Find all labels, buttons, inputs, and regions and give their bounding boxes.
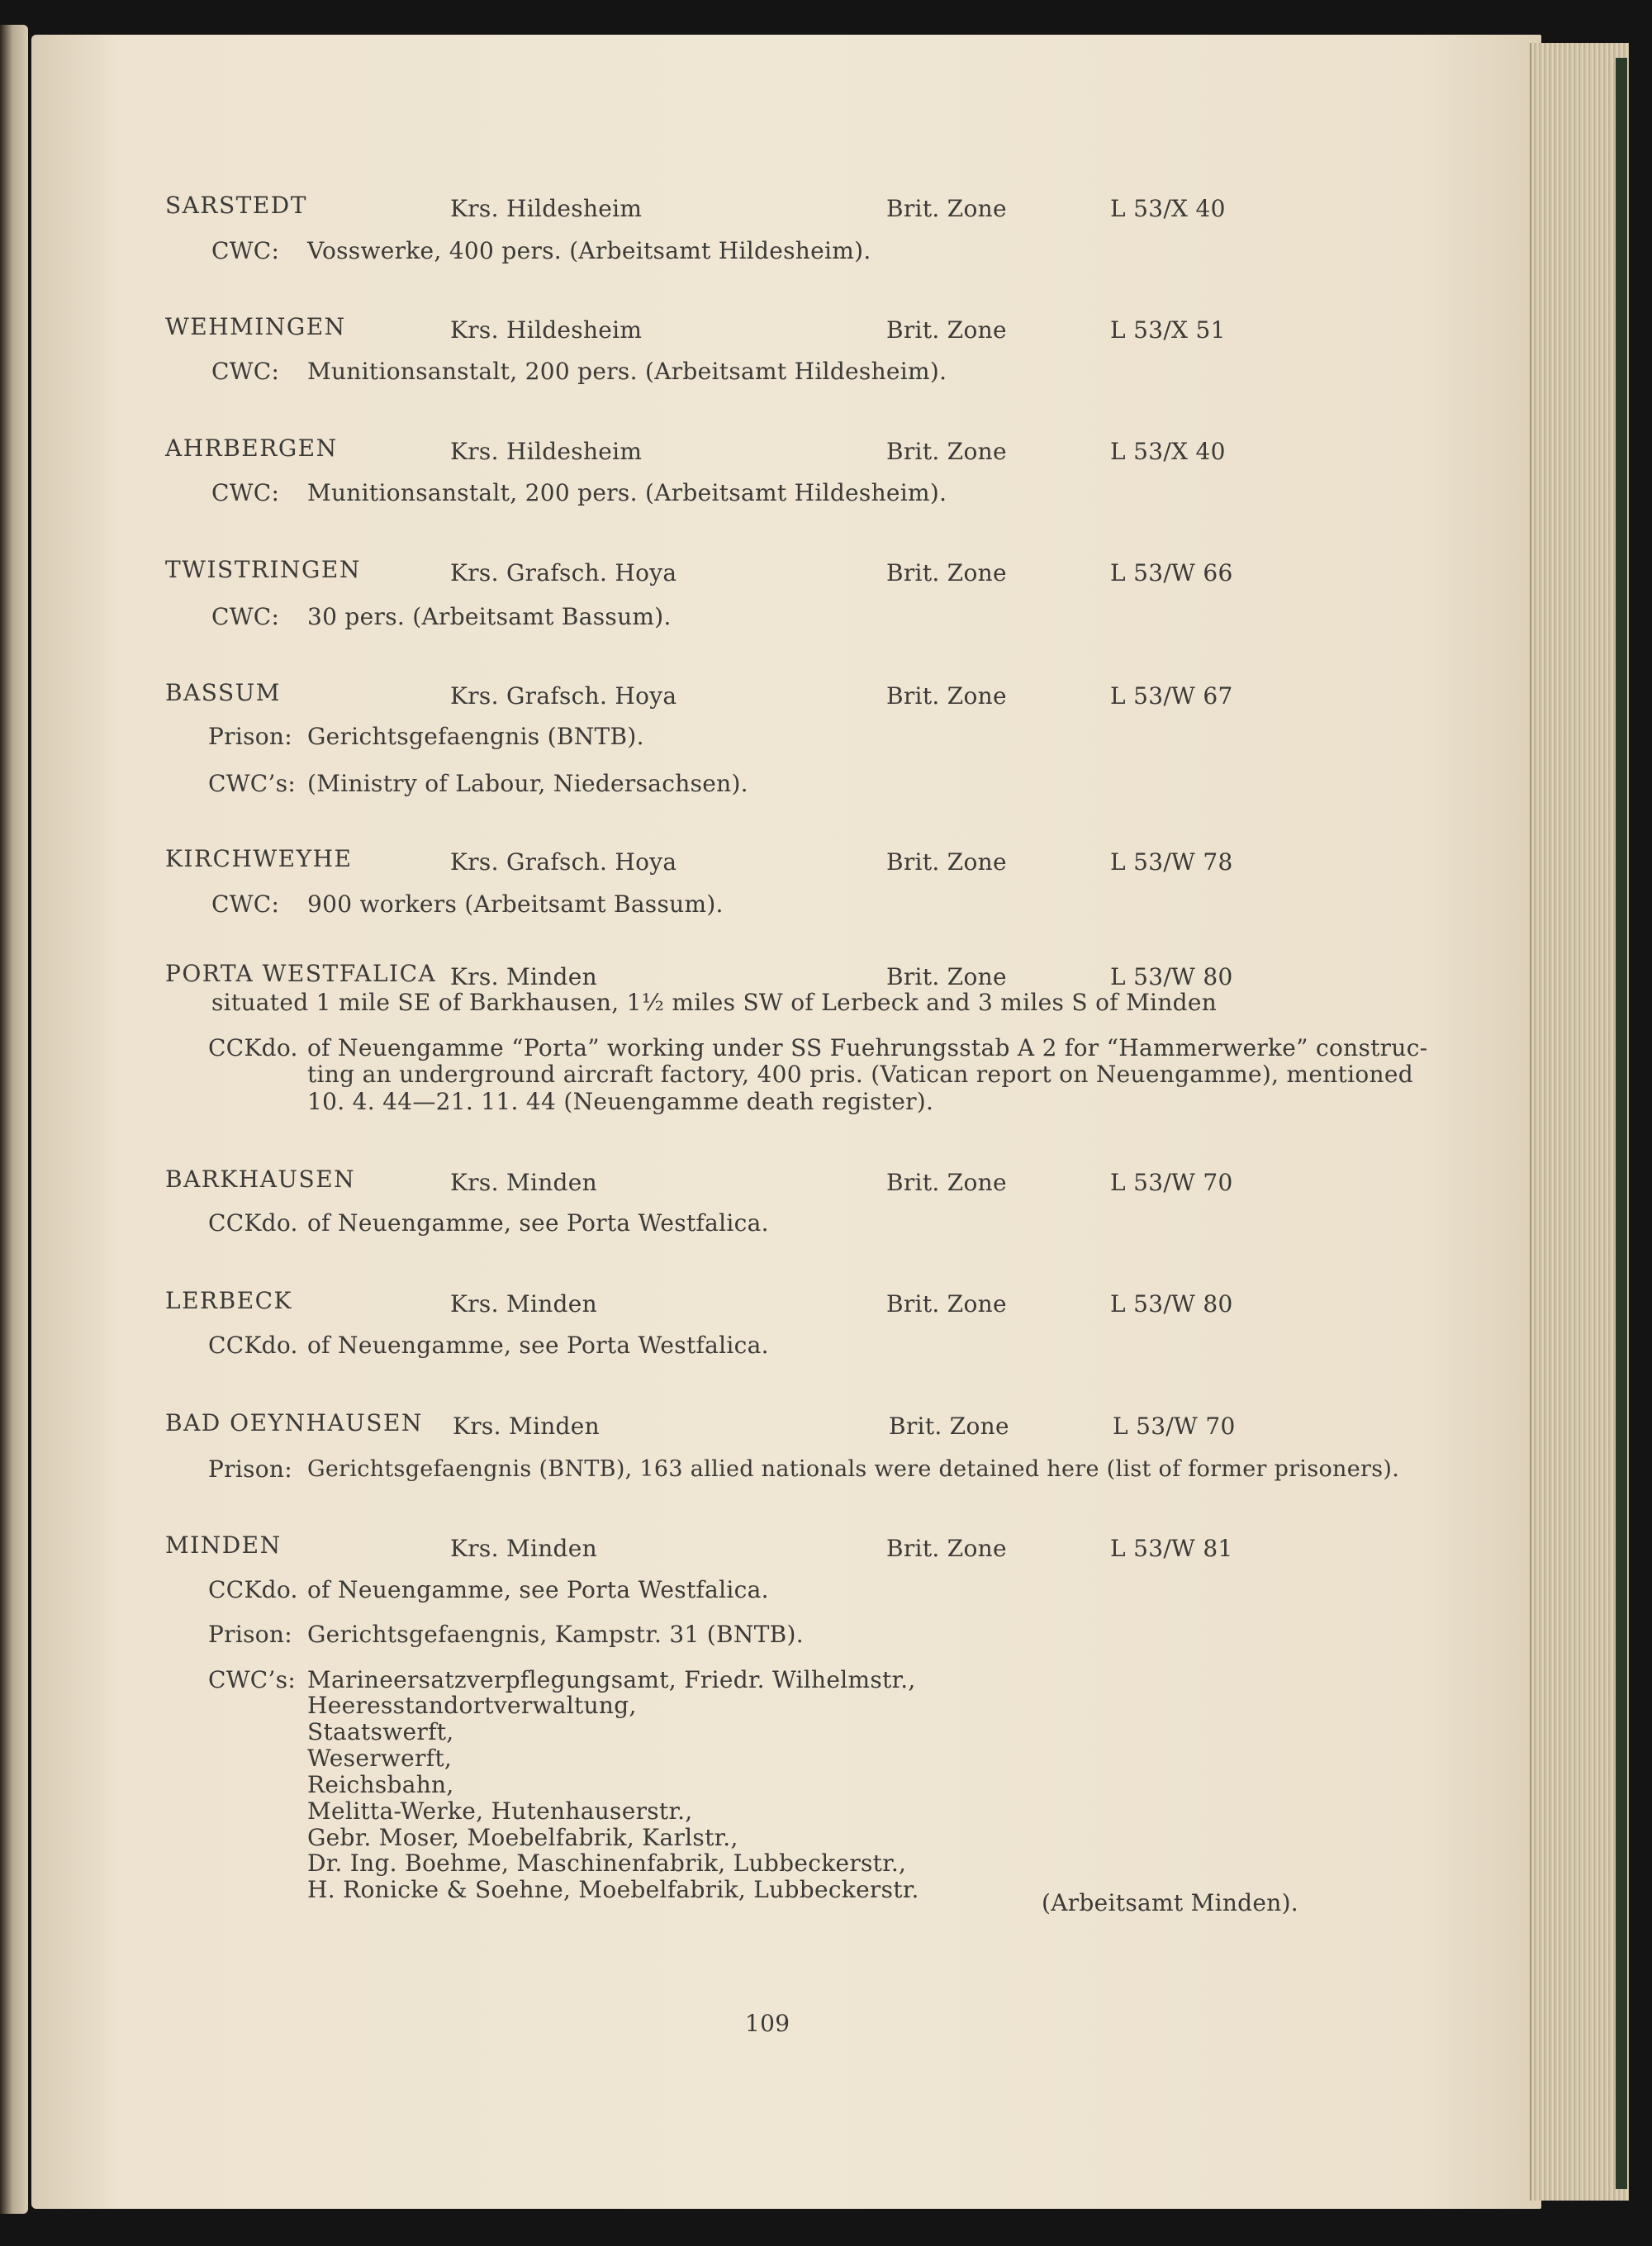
district: Krs. Minden	[453, 1413, 600, 1440]
grid-reference: L 53/W 78	[1110, 848, 1233, 876]
zone: Brit. Zone	[886, 1169, 1007, 1196]
zone: Brit. Zone	[886, 438, 1007, 465]
zone: Brit. Zone	[886, 316, 1007, 344]
district: Krs. Minden	[450, 1169, 597, 1196]
entry-text-continuation: Weserwerft,	[307, 1745, 453, 1772]
entry-text: (Ministry of Labour, Niedersachsen).	[307, 770, 748, 797]
grid-reference: L 53/W 66	[1110, 559, 1233, 586]
grid-reference: L 53/W 70	[1110, 1169, 1233, 1196]
place-name: BARKHAUSEN	[165, 1166, 356, 1193]
entry-label: Prison:	[208, 723, 292, 750]
place-name: WEHMINGEN	[165, 313, 346, 340]
entry-label: CCKdo.	[208, 1576, 298, 1603]
zone: Brit. Zone	[886, 1290, 1007, 1318]
entry-text-continuation: Reichsbahn,	[307, 1771, 454, 1798]
place-name: TWISTRINGEN	[165, 556, 361, 583]
place-name: BAD OEYNHAUSEN	[165, 1409, 423, 1436]
entry-label: Prison:	[208, 1621, 292, 1648]
zone: Brit. Zone	[886, 682, 1007, 710]
district: Krs. Hildesheim	[450, 438, 643, 465]
place-name: SARSTEDT	[165, 192, 307, 219]
entry-text-continuation: ting an underground aircraft factory, 400 pris. (Vatican report on Neuengamme), mentioned	[307, 1061, 1413, 1088]
entry-label: Prison:	[208, 1455, 292, 1483]
place-name: PORTA WESTFALICA	[165, 960, 437, 987]
entry-text-continuation: Gebr. Moser, Moebelfabrik, Karlstr.,	[307, 1824, 738, 1851]
grid-reference: L 53/W 67	[1110, 682, 1233, 710]
entry-label: CWC’s:	[208, 770, 297, 797]
zone: Brit. Zone	[886, 848, 1007, 876]
district: Krs. Grafsch. Hoya	[450, 559, 677, 586]
district: Krs. Hildesheim	[450, 195, 643, 222]
place-name: AHRBERGEN	[165, 434, 338, 462]
grid-reference: L 53/W 81	[1110, 1535, 1233, 1562]
entry-label: CWC:	[211, 358, 280, 385]
entry-text-continuation: 10. 4. 44—21. 11. 44 (Neuengamme death register).	[307, 1088, 934, 1115]
entry-label: CWC:	[211, 479, 280, 506]
entry-label: CWC:	[211, 237, 280, 264]
entry-text: 30 pers. (Arbeitsamt Bassum).	[307, 603, 672, 630]
grid-reference: L 53/X 51	[1110, 316, 1226, 344]
entry-text-continuation: Dr. Ing. Boehme, Maschinenfabrik, Lubbeckerstr.,	[307, 1850, 907, 1877]
entry-text: Vosswerke, 400 pers. (Arbeitsamt Hildesheim).	[307, 237, 871, 264]
zone: Brit. Zone	[889, 1413, 1009, 1440]
grid-reference: L 53/W 70	[1113, 1413, 1236, 1440]
zone: Brit. Zone	[886, 1535, 1007, 1562]
district: Krs. Minden	[450, 1290, 597, 1318]
entry-text: Munitionsanstalt, 200 pers. (Arbeitsamt Hildesheim).	[307, 479, 947, 506]
district: Krs. Minden	[450, 963, 597, 990]
entry-text: Gerichtsgefaengnis, Kampstr. 31 (BNTB).	[307, 1621, 804, 1648]
page-number: 109	[745, 2010, 790, 2037]
district: Krs. Grafsch. Hoya	[450, 682, 677, 710]
district: Krs. Grafsch. Hoya	[450, 848, 677, 876]
entry-label: CWC:	[211, 890, 280, 918]
entry-text-continuation: H. Ronicke & Soehne, Moebelfabrik, Lubbeckerstr.	[307, 1876, 919, 1903]
grid-reference: L 53/X 40	[1110, 438, 1226, 465]
entry-text: Munitionsanstalt, 200 pers. (Arbeitsamt Hildesheim).	[307, 358, 947, 385]
entry-label: CCKdo.	[208, 1332, 298, 1359]
entry-text: Gerichtsgefaengnis (BNTB).	[307, 723, 644, 750]
entry-label: CWC’s:	[208, 1666, 297, 1693]
grid-reference: L 53/W 80	[1110, 1290, 1233, 1318]
entry-text: Marineersatzverpflegungsamt, Friedr. Wilhelmstr.,	[307, 1666, 916, 1693]
zone: Brit. Zone	[886, 559, 1007, 586]
entry-text: of Neuengamme, see Porta Westfalica.	[307, 1576, 769, 1603]
entry-label: CWC:	[211, 603, 280, 630]
entry-label: CCKdo.	[208, 1034, 298, 1061]
entry-text: of Neuengamme, see Porta Westfalica.	[307, 1332, 769, 1359]
zone: Brit. Zone	[886, 195, 1007, 222]
entry-text: of Neuengamme “Porta” working under SS Fuehrungsstab A 2 for “Hammerwerke” construc-	[307, 1034, 1428, 1061]
grid-reference: L 53/X 40	[1110, 195, 1226, 222]
zone: Brit. Zone	[886, 963, 1007, 990]
entry-text: 900 workers (Arbeitsamt Bassum).	[307, 890, 724, 918]
entry-text: of Neuengamme, see Porta Westfalica.	[307, 1209, 769, 1237]
place-name: KIRCHWEYHE	[165, 845, 353, 872]
entry-text: Gerichtsgefaengnis (BNTB), 163 allied nationals were detained here (list of former prisoners).	[307, 1456, 1400, 1482]
entry-label: CCKdo.	[208, 1209, 298, 1237]
location-note: situated 1 mile SE of Barkhausen, 1½ miles SW of Lerbeck and 3 miles S of Minden	[211, 989, 1218, 1016]
place-name: LERBECK	[165, 1287, 292, 1314]
district: Krs. Minden	[450, 1535, 597, 1562]
source-note: (Arbeitsamt Minden).	[1042, 1889, 1299, 1916]
district: Krs. Hildesheim	[450, 316, 643, 344]
entry-text-continuation: Heeresstandortverwaltung,	[307, 1692, 637, 1719]
place-name: MINDEN	[165, 1531, 282, 1559]
place-name: BASSUM	[165, 679, 281, 706]
entry-text-continuation: Melitta-Werke, Hutenhauserstr.,	[307, 1797, 693, 1825]
entry-text-continuation: Staatswerft,	[307, 1718, 454, 1745]
grid-reference: L 53/W 80	[1110, 963, 1233, 990]
